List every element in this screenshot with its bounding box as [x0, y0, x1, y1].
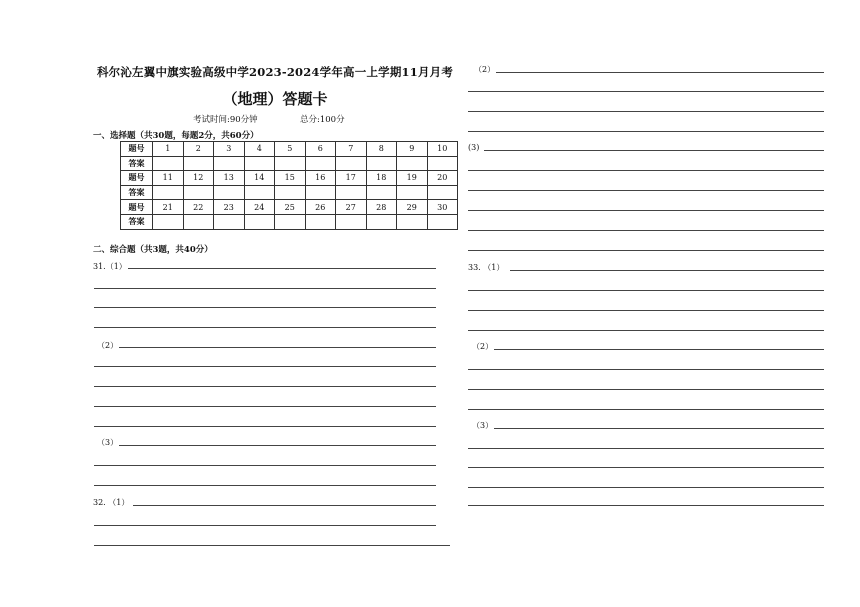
- answer-line[interactable]: [468, 190, 824, 191]
- answer-cell[interactable]: [244, 156, 275, 171]
- answer-line[interactable]: [468, 290, 824, 291]
- question-number: 9: [397, 142, 428, 157]
- answer-cell[interactable]: [305, 156, 336, 171]
- answer-cell[interactable]: [153, 214, 184, 229]
- question-32-1-label: 32. （1）: [93, 498, 130, 507]
- answer-cell[interactable]: [427, 214, 458, 229]
- question-31-3-label: （3）: [97, 438, 119, 447]
- answer-cell[interactable]: [244, 185, 275, 200]
- question-number: 25: [275, 200, 306, 215]
- question-number: 17: [336, 171, 367, 186]
- question-33-1-label: 33. （1）: [468, 263, 505, 272]
- answer-row: [121, 156, 458, 171]
- question-number: 3: [214, 142, 245, 157]
- answer-cell[interactable]: [183, 185, 214, 200]
- answer-line[interactable]: [468, 369, 824, 370]
- answer-line[interactable]: [494, 428, 824, 429]
- section-comprehensive-heading: 二、综合题（共3题，共40分）: [93, 245, 213, 255]
- question-number: 5: [275, 142, 306, 157]
- answer-line[interactable]: [468, 310, 824, 311]
- answer-cell[interactable]: [244, 214, 275, 229]
- question-number-row: [121, 171, 458, 186]
- answer-cell[interactable]: [214, 156, 245, 171]
- answer-line[interactable]: [510, 270, 824, 271]
- question-number: 13: [214, 171, 245, 186]
- answer-cell[interactable]: [366, 185, 397, 200]
- question-number: 14: [244, 171, 275, 186]
- question-number: 30: [427, 200, 458, 215]
- sheet-subtitle: （地理）答题卡: [222, 90, 328, 108]
- answer-cell[interactable]: [305, 214, 336, 229]
- row-label-question: 题号: [121, 171, 153, 186]
- question-number: 16: [305, 171, 336, 186]
- answer-cell[interactable]: [397, 185, 428, 200]
- answer-line[interactable]: [468, 467, 824, 468]
- row-label-answer: 答案: [121, 156, 153, 171]
- answer-cell[interactable]: [214, 214, 245, 229]
- answer-line[interactable]: [94, 426, 436, 427]
- answer-grid: [120, 141, 458, 230]
- answer-cell[interactable]: [214, 185, 245, 200]
- question-number: 23: [214, 200, 245, 215]
- answer-cell[interactable]: [153, 156, 184, 171]
- question-number: 2: [183, 142, 214, 157]
- answer-line[interactable]: [119, 347, 436, 348]
- answer-line[interactable]: [94, 327, 436, 328]
- question-number: 26: [305, 200, 336, 215]
- question-number-row: [121, 142, 458, 157]
- answer-cell[interactable]: [427, 185, 458, 200]
- question-number: 27: [336, 200, 367, 215]
- answer-row: [121, 214, 458, 229]
- row-label-answer: 答案: [121, 185, 153, 200]
- answer-line[interactable]: [468, 111, 824, 112]
- question-number: 18: [366, 171, 397, 186]
- answer-line[interactable]: [94, 307, 436, 308]
- question-number: 7: [336, 142, 367, 157]
- question-number: 22: [183, 200, 214, 215]
- row-label-answer: 答案: [121, 214, 153, 229]
- answer-line[interactable]: [468, 487, 824, 488]
- answer-cell[interactable]: [183, 214, 214, 229]
- answer-line[interactable]: [468, 330, 824, 331]
- answer-cell[interactable]: [275, 185, 306, 200]
- answer-cell[interactable]: [153, 185, 184, 200]
- question-32-3-label: (3): [468, 143, 480, 152]
- exam-time: 考试时间:90分钟: [193, 115, 258, 125]
- answer-line[interactable]: [94, 545, 450, 546]
- section-choice-heading: 一、选择题（共30题，每题2分，共60分）: [93, 131, 259, 141]
- answer-cell[interactable]: [305, 185, 336, 200]
- question-number: 12: [183, 171, 214, 186]
- answer-cell[interactable]: [275, 156, 306, 171]
- question-31-1-label: 31.（1）: [93, 262, 127, 271]
- question-33-2-label: （2）: [472, 342, 494, 351]
- answer-cell[interactable]: [183, 156, 214, 171]
- answer-line[interactable]: [468, 91, 824, 92]
- answer-line[interactable]: [484, 150, 824, 151]
- question-number: 21: [153, 200, 184, 215]
- answer-cell[interactable]: [397, 214, 428, 229]
- answer-cell[interactable]: [427, 156, 458, 171]
- row-label-question: 题号: [121, 200, 153, 215]
- answer-cell[interactable]: [366, 214, 397, 229]
- question-number: 1: [153, 142, 184, 157]
- question-number: 20: [427, 171, 458, 186]
- answer-line[interactable]: [468, 505, 824, 506]
- answer-line[interactable]: [94, 525, 436, 526]
- question-number: 4: [244, 142, 275, 157]
- question-number: 8: [366, 142, 397, 157]
- question-number: 10: [427, 142, 458, 157]
- answer-line[interactable]: [468, 250, 824, 251]
- answer-cell[interactable]: [275, 214, 306, 229]
- answer-line[interactable]: [468, 210, 824, 211]
- answer-cell[interactable]: [397, 156, 428, 171]
- answer-line[interactable]: [468, 389, 824, 390]
- question-31-2-label: （2）: [97, 341, 119, 350]
- question-number: 28: [366, 200, 397, 215]
- question-33-3-label: （3）: [472, 421, 494, 430]
- answer-cell[interactable]: [336, 185, 367, 200]
- answer-line[interactable]: [133, 505, 436, 506]
- question-32-2-label: （2）: [474, 65, 496, 74]
- answer-line[interactable]: [94, 386, 436, 387]
- answer-line[interactable]: [468, 170, 824, 171]
- question-number: 15: [275, 171, 306, 186]
- total-score: 总分:100分: [300, 115, 345, 125]
- row-label-question: 题号: [121, 142, 153, 157]
- question-number: 6: [305, 142, 336, 157]
- answer-line[interactable]: [94, 366, 436, 367]
- question-number: 29: [397, 200, 428, 215]
- question-number: 19: [397, 171, 428, 186]
- answer-line[interactable]: [119, 445, 436, 446]
- answer-line[interactable]: [496, 72, 824, 73]
- answer-line[interactable]: [94, 485, 436, 486]
- answer-row: [121, 185, 458, 200]
- answer-cell[interactable]: [366, 156, 397, 171]
- answer-cell[interactable]: [336, 156, 367, 171]
- answer-line[interactable]: [494, 349, 824, 350]
- answer-line[interactable]: [94, 406, 436, 407]
- answer-cell[interactable]: [336, 214, 367, 229]
- answer-line[interactable]: [94, 288, 436, 289]
- sheet-title: 科尔沁左翼中旗实验高级中学2023-2024学年高一上学期11月月考: [96, 65, 454, 79]
- answer-line[interactable]: [468, 409, 824, 410]
- question-number: 24: [244, 200, 275, 215]
- question-number: 11: [153, 171, 184, 186]
- answer-line[interactable]: [468, 230, 824, 231]
- answer-line[interactable]: [468, 448, 824, 449]
- question-number-row: [121, 200, 458, 215]
- answer-line[interactable]: [468, 131, 824, 132]
- answer-line[interactable]: [94, 465, 436, 466]
- answer-line[interactable]: [128, 268, 436, 269]
